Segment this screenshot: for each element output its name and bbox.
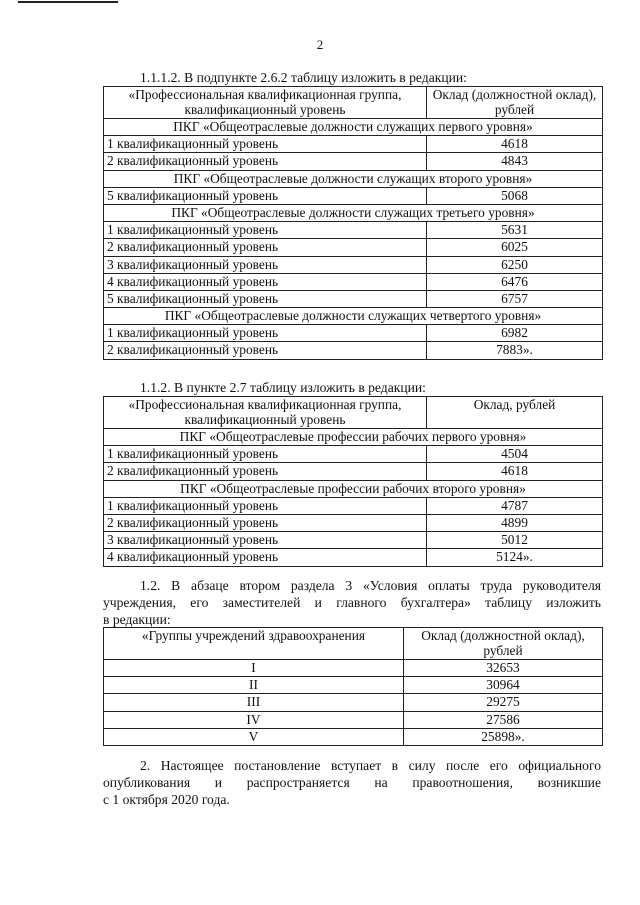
level-label-cell: 1 квалификационный уровень [104, 446, 427, 463]
paragraph-1-2 [103, 577, 601, 628]
salary-value-cell: 4618 [427, 463, 603, 480]
group-title-row [104, 308, 603, 325]
paragraph-line: в редакции: [103, 612, 171, 627]
salary-value-cell: 7883». [427, 342, 603, 359]
salary-value-cell: 32653 [404, 660, 603, 677]
table-row [104, 273, 603, 290]
level-label-cell: 4 квалификационный уровень [104, 549, 427, 566]
level-label-cell: 4 квалификационный уровень [104, 273, 427, 290]
salary-value-cell: 4899 [427, 514, 603, 531]
group-title-row [104, 429, 603, 446]
group-title-row [104, 119, 603, 136]
paragraph-line: опубликования и распространяется на правоотношения, возникшие [103, 775, 601, 790]
section-heading-1-1-1-2: 1.1.1.2. В подпункте 2.6.2 таблицу изложить в редакции: [140, 70, 467, 85]
salary-value-cell: 4618 [427, 136, 603, 153]
group-title-cell: ПКГ «Общеотраслевые должности служащих первого уровня» [104, 119, 603, 136]
salary-value-cell: 6757 [427, 290, 603, 307]
salary-value-cell: 5012 [427, 532, 603, 549]
salary-value-cell: 4504 [427, 446, 603, 463]
table-row [104, 325, 603, 342]
group-title-cell: ПКГ «Общеотраслевые профессии рабочих второго уровня» [104, 480, 603, 497]
page-number: 2 [316, 37, 324, 52]
group-title-row [104, 170, 603, 187]
table-row [104, 532, 603, 549]
paragraph-line: учреждения, его заместителей и главного бухгалтера» таблицу изложить [103, 595, 601, 610]
table-row [104, 514, 603, 531]
table-header-row [104, 628, 603, 660]
salary-value-cell: 27586 [404, 711, 603, 728]
paragraph-2 [103, 757, 601, 808]
header-cell-salary: Оклад (должностной оклад), рублей [427, 87, 603, 119]
salary-value-cell: 29275 [404, 694, 603, 711]
level-label-cell: 2 квалификационный уровень [104, 514, 427, 531]
salary-value-cell: 4787 [427, 497, 603, 514]
table-row [104, 463, 603, 480]
group-title-cell: ПКГ «Общеотраслевые должности служащих третьего уровня» [104, 204, 603, 221]
group-title-cell: ПКГ «Общеотраслевые профессии рабочих первого уровня» [104, 429, 603, 446]
paragraph-line: с 1 октября 2020 года. [103, 792, 230, 807]
salary-value-cell: 6982 [427, 325, 603, 342]
level-label-cell: 3 квалификационный уровень [104, 256, 427, 273]
table-row [104, 222, 603, 239]
salary-value-cell: 6250 [427, 256, 603, 273]
salary-value-cell: 5124». [427, 549, 603, 566]
paragraph-line: 1.2. В абзаце втором раздела 3 «Условия оплаты труда руководителя [140, 578, 601, 593]
salary-value-cell: 6476 [427, 273, 603, 290]
table-header-row [104, 87, 603, 119]
table-pkg-workers [103, 396, 603, 567]
level-label-cell: 1 квалификационный уровень [104, 136, 427, 153]
table-row [104, 239, 603, 256]
level-label-cell: 1 квалификационный уровень [104, 325, 427, 342]
level-label-cell: 5 квалификационный уровень [104, 187, 427, 204]
group-label-cell: V [104, 728, 404, 745]
salary-value-cell: 30964 [404, 677, 603, 694]
table-row [104, 153, 603, 170]
level-label-cell: 2 квалификационный уровень [104, 463, 427, 480]
section-heading-1-1-2: 1.1.2. В пункте 2.7 таблицу изложить в редакции: [140, 380, 426, 395]
level-label-cell: 2 квалификационный уровень [104, 239, 427, 256]
salary-value-cell: 5068 [427, 187, 603, 204]
table-row [104, 497, 603, 514]
table-row [104, 187, 603, 204]
group-label-cell: I [104, 660, 404, 677]
group-title-cell: ПКГ «Общеотраслевые должности служащих второго уровня» [104, 170, 603, 187]
level-label-cell: 3 квалификационный уровень [104, 532, 427, 549]
table-row [104, 677, 603, 694]
group-title-row [104, 204, 603, 221]
group-label-cell: IV [104, 711, 404, 728]
group-title-cell: ПКГ «Общеотраслевые должности служащих четвертого уровня» [104, 308, 603, 325]
level-label-cell: 2 квалификационный уровень [104, 153, 427, 170]
level-label-cell: 1 квалификационный уровень [104, 497, 427, 514]
header-cell-salary: Оклад, рублей [427, 397, 603, 429]
header-cell-salary: Оклад (должностной оклад), рублей [404, 628, 603, 660]
table-row [104, 256, 603, 273]
table-row [104, 660, 603, 677]
table-row [104, 711, 603, 728]
salary-value-cell: 4843 [427, 153, 603, 170]
table-row [104, 290, 603, 307]
paragraph-line: 2. Настоящее постановление вступает в силу после его официального [140, 758, 601, 773]
group-title-row [104, 480, 603, 497]
salary-value-cell: 5631 [427, 222, 603, 239]
table-healthcare-groups [103, 627, 603, 746]
table-pkg-employees [103, 86, 603, 360]
level-label-cell: 1 квалификационный уровень [104, 222, 427, 239]
group-label-cell: II [104, 677, 404, 694]
group-label-cell: III [104, 694, 404, 711]
table-row [104, 136, 603, 153]
table-row [104, 728, 603, 745]
header-cell-group: «Профессиональная квалификационная группа, квалификационный уровень [104, 397, 427, 429]
level-label-cell: 5 квалификационный уровень [104, 290, 427, 307]
top-rule [18, 1, 118, 3]
header-cell-group: «Профессиональная квалификационная группа, квалификационный уровень [104, 87, 427, 119]
header-cell-group: «Группы учреждений здравоохранения [104, 628, 404, 660]
table-row [104, 549, 603, 566]
table-row [104, 694, 603, 711]
level-label-cell: 2 квалификационный уровень [104, 342, 427, 359]
table-header-row [104, 397, 603, 429]
salary-value-cell: 6025 [427, 239, 603, 256]
table-row [104, 446, 603, 463]
salary-value-cell: 25898». [404, 728, 603, 745]
table-row [104, 342, 603, 359]
